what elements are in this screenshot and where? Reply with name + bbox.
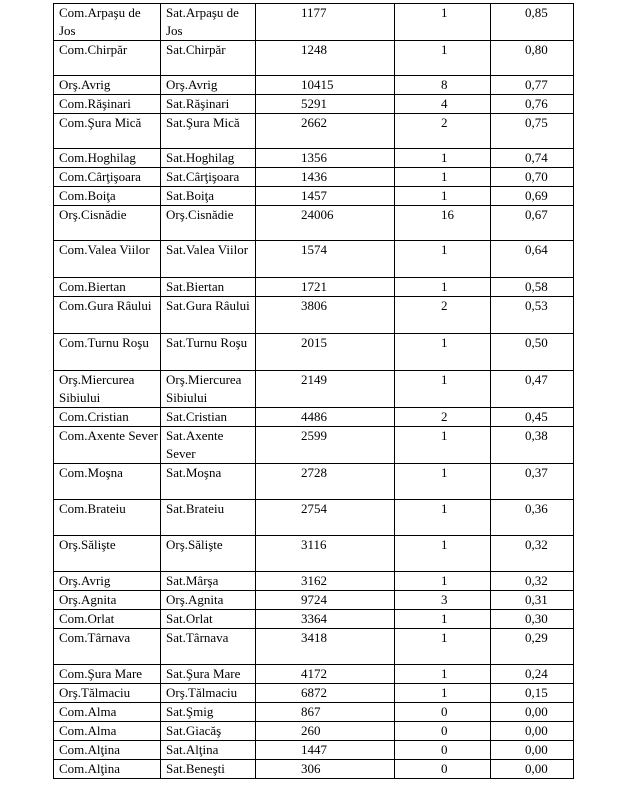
locality-cell: Orş.Agnita [54,591,161,610]
ratio-cell: 0,24 [491,665,574,684]
ratio-cell: 0,00 [491,741,574,760]
population-cell: 1574 [256,241,395,278]
population-cell: 2015 [256,334,395,371]
count-cell: 0 [395,722,491,741]
ratio-cell: 0,32 [491,572,574,591]
table-body [54,4,574,779]
village-cell: Sat.Valea Viilor [161,241,256,278]
table-row [54,684,574,703]
count-cell: 1 [395,149,491,168]
ratio-cell: 0,36 [491,500,574,536]
village-cell: Sat.Mârşa [161,572,256,591]
locality-cell: Com.Răşinari [54,95,161,114]
village-cell: Sat.Răşinari [161,95,256,114]
village-cell: Sat.Cârţişoara [161,168,256,187]
village-cell: Sat.Brateiu [161,500,256,536]
table-row [54,41,574,76]
count-cell: 1 [395,536,491,572]
village-cell: Sat.Moşna [161,464,256,500]
locality-cell: Com.Cristian [54,408,161,427]
table-row [54,149,574,168]
table-row [54,76,574,95]
population-cell: 6872 [256,684,395,703]
village-cell: Sat.Şura Mare [161,665,256,684]
locality-cell: Com.Şura Mică [54,114,161,149]
count-cell: 0 [395,703,491,722]
locality-cell: Com.Cârţişoara [54,168,161,187]
table-row [54,703,574,722]
locality-cell: Orş.Miercurea Sibiului [54,371,161,408]
locality-cell: Com.Moşna [54,464,161,500]
table-row [54,629,574,665]
locality-cell: Com.Gura Râului [54,297,161,334]
locality-cell: Com.Axente Sever [54,427,161,464]
locality-cell: Com.Brateiu [54,500,161,536]
population-cell: 2599 [256,427,395,464]
locality-cell: Com.Arpaşu de Jos [54,4,161,41]
count-cell: 1 [395,572,491,591]
table-row [54,610,574,629]
count-cell: 1 [395,665,491,684]
locality-cell: Orş.Tălmaciu [54,684,161,703]
table-row [54,168,574,187]
table-row [54,722,574,741]
village-cell: Sat.Târnava [161,629,256,665]
population-cell: 306 [256,760,395,779]
locality-cell: Com.Orlat [54,610,161,629]
ratio-cell: 0,74 [491,149,574,168]
locality-cell: Com.Alţina [54,741,161,760]
population-cell: 3418 [256,629,395,665]
locality-cell: Com.Chirpăr [54,41,161,76]
village-cell: Sat.Biertan [161,278,256,297]
population-cell: 3116 [256,536,395,572]
ratio-cell: 0,50 [491,334,574,371]
table-row [54,741,574,760]
count-cell: 4 [395,95,491,114]
table-row [54,206,574,241]
population-cell: 3806 [256,297,395,334]
table-row [54,427,574,464]
locality-cell: Com.Turnu Roşu [54,334,161,371]
count-cell: 0 [395,760,491,779]
table-row [54,408,574,427]
ratio-cell: 0,58 [491,278,574,297]
population-cell: 2754 [256,500,395,536]
population-cell: 1436 [256,168,395,187]
ratio-cell: 0,67 [491,206,574,241]
population-cell: 4486 [256,408,395,427]
population-cell: 1447 [256,741,395,760]
locality-cell: Com.Biertan [54,278,161,297]
ratio-cell: 0,70 [491,168,574,187]
ratio-cell: 0,37 [491,464,574,500]
ratio-cell: 0,15 [491,684,574,703]
count-cell: 1 [395,278,491,297]
village-cell: Sat.Gura Râului [161,297,256,334]
ratio-cell: 0,45 [491,408,574,427]
count-cell: 1 [395,629,491,665]
ratio-cell: 0,80 [491,41,574,76]
village-cell: Orş.Avrig [161,76,256,95]
table-row [54,371,574,408]
population-cell: 1248 [256,41,395,76]
locality-cell: Com.Târnava [54,629,161,665]
village-cell: Sat.Axente Sever [161,427,256,464]
population-cell: 5291 [256,95,395,114]
table-row [54,760,574,779]
population-cell: 9724 [256,591,395,610]
village-cell: Sat.Beneşti [161,760,256,779]
ratio-cell: 0,31 [491,591,574,610]
village-cell: Sat.Şmig [161,703,256,722]
data-table [53,3,574,779]
village-cell: Sat.Boiţa [161,187,256,206]
count-cell: 1 [395,187,491,206]
count-cell: 1 [395,684,491,703]
population-cell: 2149 [256,371,395,408]
count-cell: 1 [395,427,491,464]
count-cell: 3 [395,591,491,610]
population-cell: 24006 [256,206,395,241]
table-row [54,241,574,278]
village-cell: Sat.Alţina [161,741,256,760]
count-cell: 1 [395,4,491,41]
table-row [54,334,574,371]
table-row [54,464,574,500]
table-row [54,4,574,41]
table-row [54,500,574,536]
population-cell: 4172 [256,665,395,684]
ratio-cell: 0,00 [491,760,574,779]
count-cell: 8 [395,76,491,95]
count-cell: 2 [395,408,491,427]
ratio-cell: 0,47 [491,371,574,408]
count-cell: 1 [395,168,491,187]
locality-cell: Orş.Avrig [54,76,161,95]
village-cell: Orş.Sălişte [161,536,256,572]
locality-cell: Com.Hoghilag [54,149,161,168]
locality-cell: Com.Şura Mare [54,665,161,684]
locality-cell: Orş.Sălişte [54,536,161,572]
population-cell: 260 [256,722,395,741]
locality-cell: Com.Alma [54,722,161,741]
table-row [54,95,574,114]
village-cell: Orş.Miercurea Sibiului [161,371,256,408]
count-cell: 2 [395,297,491,334]
ratio-cell: 0,75 [491,114,574,149]
ratio-cell: 0,00 [491,722,574,741]
ratio-cell: 0,53 [491,297,574,334]
village-cell: Sat.Şura Mică [161,114,256,149]
population-cell: 1721 [256,278,395,297]
village-cell: Sat.Arpaşu de Jos [161,4,256,41]
ratio-cell: 0,32 [491,536,574,572]
ratio-cell: 0,30 [491,610,574,629]
village-cell: Sat.Cristian [161,408,256,427]
village-cell: Orş.Agnita [161,591,256,610]
village-cell: Sat.Giacăş [161,722,256,741]
population-cell: 3364 [256,610,395,629]
population-cell: 1457 [256,187,395,206]
population-cell: 2662 [256,114,395,149]
locality-cell: Com.Alţina [54,760,161,779]
count-cell: 1 [395,610,491,629]
table-row [54,187,574,206]
village-cell: Orş.Tălmaciu [161,684,256,703]
count-cell: 1 [395,241,491,278]
population-cell: 1177 [256,4,395,41]
ratio-cell: 0,85 [491,4,574,41]
table-row [54,536,574,572]
count-cell: 1 [395,371,491,408]
locality-cell: Orş.Cisnădie [54,206,161,241]
ratio-cell: 0,69 [491,187,574,206]
locality-cell: Com.Alma [54,703,161,722]
village-cell: Sat.Hoghilag [161,149,256,168]
count-cell: 1 [395,464,491,500]
locality-cell: Com.Valea Viilor [54,241,161,278]
ratio-cell: 0,64 [491,241,574,278]
population-cell: 2728 [256,464,395,500]
count-cell: 1 [395,500,491,536]
locality-cell: Orş.Avrig [54,572,161,591]
table-row [54,114,574,149]
population-cell: 867 [256,703,395,722]
ratio-cell: 0,29 [491,629,574,665]
population-cell: 3162 [256,572,395,591]
village-cell: Sat.Chirpăr [161,41,256,76]
count-cell: 1 [395,334,491,371]
ratio-cell: 0,77 [491,76,574,95]
village-cell: Sat.Orlat [161,610,256,629]
count-cell: 1 [395,41,491,76]
village-cell: Sat.Turnu Roşu [161,334,256,371]
table-row [54,297,574,334]
table-row [54,278,574,297]
table-row [54,572,574,591]
population-cell: 10415 [256,76,395,95]
table-row [54,591,574,610]
count-cell: 2 [395,114,491,149]
table-row [54,665,574,684]
ratio-cell: 0,76 [491,95,574,114]
locality-cell: Com.Boiţa [54,187,161,206]
count-cell: 16 [395,206,491,241]
village-cell: Orş.Cisnădie [161,206,256,241]
ratio-cell: 0,38 [491,427,574,464]
ratio-cell: 0,00 [491,703,574,722]
count-cell: 0 [395,741,491,760]
population-cell: 1356 [256,149,395,168]
